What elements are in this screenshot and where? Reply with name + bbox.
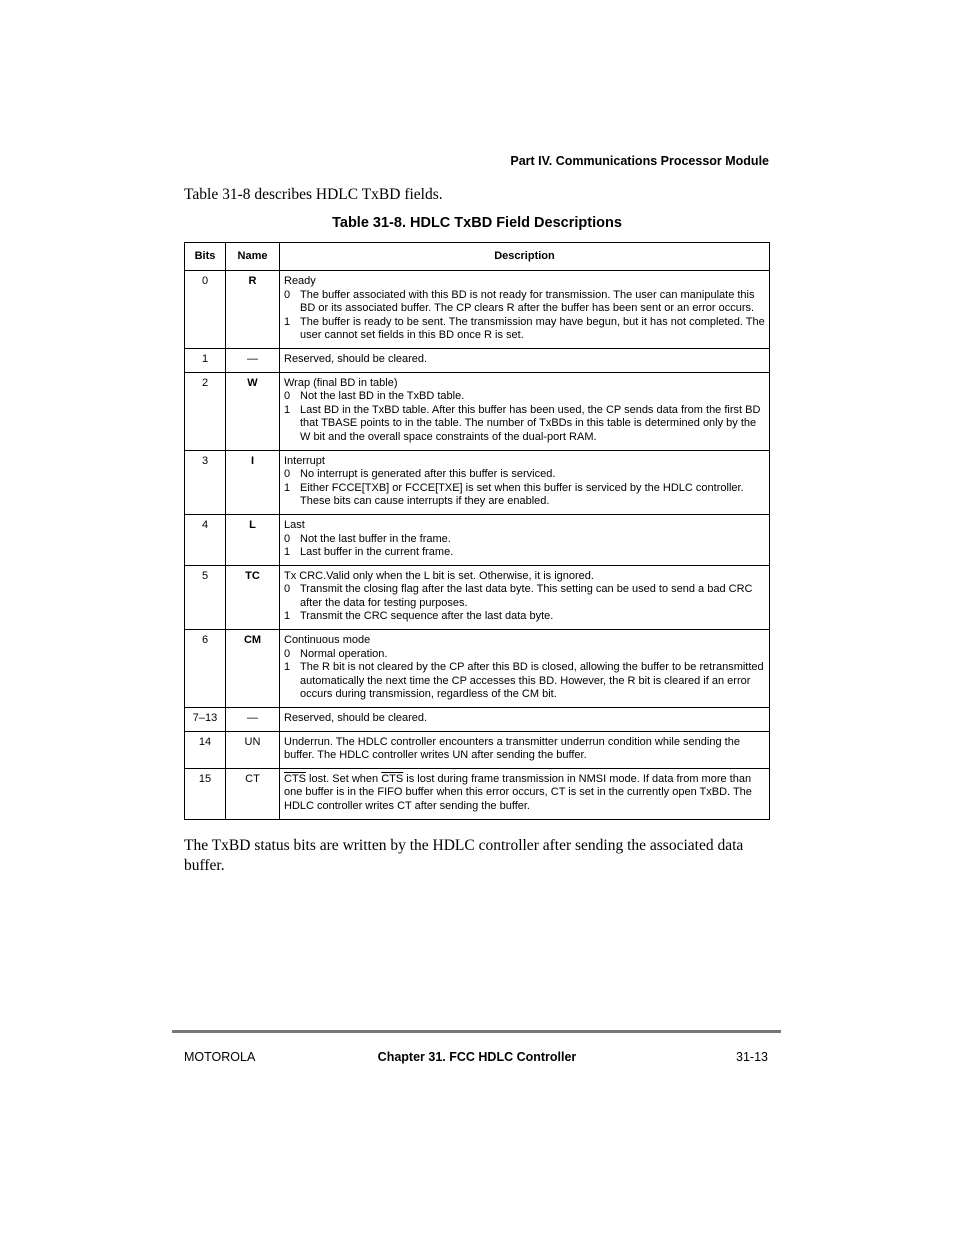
table-row <box>185 708 770 732</box>
table-row <box>185 514 770 565</box>
item-number: 0 <box>284 532 291 545</box>
bits-cell: 15 <box>185 768 226 819</box>
item-number: 1 <box>284 481 291 494</box>
description-title: Continuous mode <box>284 634 371 647</box>
description-cell <box>280 271 770 349</box>
description-title <box>284 773 765 814</box>
field-descriptions-table <box>184 242 770 820</box>
table-header-row <box>185 243 770 271</box>
description-cell <box>280 348 770 372</box>
item-number: 0 <box>284 288 291 301</box>
description-cell <box>280 565 770 629</box>
footer-company: MOTOROLA <box>184 1050 256 1064</box>
bits-column-header: Bits <box>185 243 226 271</box>
description-column-header: Description <box>280 243 770 271</box>
bits-cell: 7–13 <box>185 708 226 732</box>
cts-signal-overbar: $\overline{CTS}$ <box>284 772 306 785</box>
description-cell <box>280 731 770 768</box>
description-title: Wrap (final BD in table) <box>284 376 398 389</box>
description-cell <box>280 630 770 708</box>
list-item <box>284 482 765 509</box>
item-number: 1 <box>284 546 291 559</box>
list-item <box>284 610 765 624</box>
description-title: Last <box>284 518 305 531</box>
bits-cell: 6 <box>185 630 226 708</box>
table-title: Table 31-8. HDLC TxBD Field Descriptions <box>332 215 622 231</box>
ct-text: lost. Set when <box>306 772 382 785</box>
intro-paragraph: Table 31-8 describes HDLC TxBD fields. <box>184 186 443 203</box>
description-cell <box>280 450 770 514</box>
item-text: No interrupt is generated after this buffer is serviced. <box>300 468 556 481</box>
description-title: Tx CRC.Valid only when the L bit is set. Otherwise, it is ignored. <box>284 569 594 582</box>
closing-paragraph: The TxBD status bits are written by the HDLC controller after sending the associated data buffer. <box>184 837 744 874</box>
list-item <box>284 533 765 547</box>
description-title: Underrun. The HDLC controller encounters a transmitter underrun condition while sending the buffer. The HDLC controller writes UN after sending the buffer. <box>284 735 740 762</box>
item-number: 1 <box>284 661 291 674</box>
running-header: Part IV. Communications Processor Module <box>510 154 769 168</box>
description-title: Interrupt <box>284 454 325 467</box>
table-row <box>185 348 770 372</box>
name-cell: TC <box>226 565 280 629</box>
item-text: Transmit the CRC sequence after the last data byte. <box>300 610 554 623</box>
item-text: The buffer associated with this BD is not ready for transmission. The user can manipulate this BD or its associated buffer. The CP clears R after the buffer has been sent or an error occurs. <box>300 288 755 315</box>
item-text: Not the last buffer in the frame. <box>300 532 451 545</box>
name-cell: L <box>226 514 280 565</box>
item-number: 0 <box>284 583 291 596</box>
item-text: Last BD in the TxBD table. After this buffer has been used, the CP sends data from the first BD that TBASE points to in the table. The number of TxBDs in this table is determined only by the W bit and the overall space constraints of the dual-port RAM. <box>300 403 761 443</box>
table-row <box>185 372 770 450</box>
list-item <box>284 404 765 445</box>
name-cell: — <box>226 348 280 372</box>
table-row <box>185 630 770 708</box>
list-item <box>284 546 765 560</box>
list-item <box>284 289 765 316</box>
cts-signal-overbar: $\overline{CTS}$ <box>381 772 404 785</box>
item-text: The R bit is not cleared by the CP after this BD is closed, allowing the buffer to be retransmitted automatically the next time the CP accesses this BD. However, the R bit is cleared if an error occurs during transmission, regardless of the CM bit. <box>300 661 764 701</box>
table-row <box>185 565 770 629</box>
bits-cell: 2 <box>185 372 226 450</box>
footer-page-number: 31-13 <box>736 1050 768 1064</box>
list-item <box>284 468 765 482</box>
name-cell: R <box>226 271 280 349</box>
table-row <box>185 450 770 514</box>
list-item <box>284 583 765 610</box>
bits-cell: 3 <box>185 450 226 514</box>
footer-rule <box>172 1030 781 1033</box>
bits-cell: 4 <box>185 514 226 565</box>
table-row <box>185 271 770 349</box>
ct-text: is lost during frame transmission in NMSI mode. If data from more than one buffer is in the FIFO buffer when this error occurs, CT is set in the currently open TxBD. The HDLC controller writes CT after sending the buffer. <box>284 772 752 812</box>
description-cell <box>280 372 770 450</box>
list-item <box>284 316 765 343</box>
name-cell: W <box>226 372 280 450</box>
description-title: Reserved, should be cleared. <box>284 712 428 725</box>
name-cell: UN <box>226 731 280 768</box>
name-cell: — <box>226 708 280 732</box>
item-number: 1 <box>284 315 291 328</box>
description-title: Ready <box>284 275 316 287</box>
list-item <box>284 648 765 662</box>
item-text: Transmit the closing flag after the last data byte. This setting can be used to send a bad CRC after the data for testing purposes. <box>300 583 753 609</box>
item-text: Normal operation. <box>300 647 388 660</box>
list-item <box>284 661 765 702</box>
name-cell: I <box>226 450 280 514</box>
item-text: Last buffer in the current frame. <box>300 546 454 559</box>
description-cell <box>280 708 770 732</box>
item-text: The buffer is ready to be sent. The transmission may have begun, but it has not completed. The user cannot set fields in this BD once R is set. <box>300 315 765 342</box>
bits-cell: 14 <box>185 731 226 768</box>
item-number: 0 <box>284 468 291 481</box>
item-number: 0 <box>284 390 291 403</box>
footer-chapter: Chapter 31. FCC HDLC Controller <box>377 1050 577 1064</box>
list-item <box>284 390 765 404</box>
description-cell <box>280 768 770 819</box>
item-number: 1 <box>284 610 291 623</box>
bits-cell: 0 <box>185 271 226 349</box>
table-row <box>185 731 770 768</box>
item-text: Not the last BD in the TxBD table. <box>300 390 465 403</box>
item-number: 0 <box>284 647 291 660</box>
table-row <box>185 768 770 819</box>
name-column-header: Name <box>226 243 280 271</box>
bits-cell: 5 <box>185 565 226 629</box>
description-title: Reserved, should be cleared. <box>284 352 428 365</box>
item-text: Either FCCE[TXB] or FCCE[TXE] is set when this buffer is serviced by the HDLC controller. These bits can cause interrupts if they are enabled. <box>300 481 744 508</box>
item-number: 1 <box>284 403 291 416</box>
description-cell <box>280 514 770 565</box>
bits-cell: 1 <box>185 348 226 372</box>
name-cell: CT <box>226 768 280 819</box>
name-cell: CM <box>226 630 280 708</box>
